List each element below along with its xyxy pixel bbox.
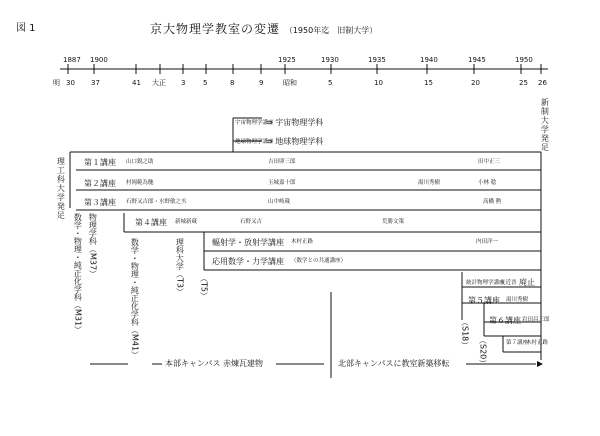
professor-name: 小林 稔 xyxy=(478,180,497,186)
era-tick: 20 xyxy=(471,79,480,87)
year-1940: 1940 xyxy=(420,56,438,64)
era-tick: 15 xyxy=(424,79,433,87)
kotai-label: 統計物理学講座 xyxy=(466,280,505,286)
rika-t3-label: 理科大学（T3） xyxy=(175,238,185,296)
era-tick: 5 xyxy=(328,79,333,87)
suugaku-m31-label: 数学・物理・純正化学科（M31） xyxy=(73,213,83,335)
uchu-kouza-label: 宇宙物理学講座 xyxy=(235,120,274,126)
ouyou-note: （数学との共通講座） xyxy=(291,258,347,264)
professor-name: 高橋 勲 xyxy=(483,199,502,205)
professor-name: 荒勝文策 xyxy=(382,219,405,225)
era-meiji: 明 xyxy=(53,79,60,87)
era-tick: 30 xyxy=(66,79,75,87)
professor-name: 木村正路 xyxy=(526,340,549,346)
era-tick: 大正 xyxy=(152,79,166,87)
uchu-dept-label: ⇒ 宇宙物理学科 xyxy=(266,118,324,127)
professor-name: 内田洋一 xyxy=(476,239,499,245)
year-1945: 1945 xyxy=(468,56,486,64)
era-tick: 41 xyxy=(132,79,141,87)
professor-name: 木村正路 xyxy=(291,239,314,245)
year-1925: 1925 xyxy=(278,56,296,64)
era-tick: 9 xyxy=(259,79,264,87)
title-note: （1950年迄 旧制大学） xyxy=(284,26,378,35)
kouza1-label: 第１講座 xyxy=(84,158,116,167)
ouyou-label: 応用数学・力学講座 xyxy=(212,257,284,266)
year-1930: 1930 xyxy=(321,56,339,64)
shinsei-label: 新制大学発足 xyxy=(540,98,550,152)
kouza7-label: 第７講座 xyxy=(506,340,529,346)
professor-name: 石野又吉郎・水野敏之丞 xyxy=(126,199,187,205)
year-1900: 1900 xyxy=(90,56,108,64)
t5-label: （T5） xyxy=(199,274,209,300)
chiku-dept-label: ⇒ 地球物理学科 xyxy=(266,137,324,146)
s20-label: （S20） xyxy=(478,336,488,368)
kouza3-label: 第３講座 xyxy=(84,198,116,207)
title-main: 京大物理学教室の変遷 xyxy=(150,22,281,36)
riko-label: 理工科大学発足 xyxy=(56,157,66,220)
professor-name: 岩田昌三郎 xyxy=(522,317,550,323)
professor-name: 石野又吉 xyxy=(240,219,263,225)
honbu-campus-label: 本部キャンパス 赤煉瓦建物 xyxy=(165,359,263,368)
year-1935: 1935 xyxy=(368,56,386,64)
professor-name: 田中正三 xyxy=(478,159,501,165)
year-1950: 1950 xyxy=(515,56,533,64)
era-tick: 10 xyxy=(374,79,383,87)
era-tick: 昭和 xyxy=(283,79,297,87)
kouza2-label: 第２講座 xyxy=(84,179,116,188)
hokubu-campus-label: 北部キャンパスに教室新築移転 xyxy=(338,359,450,368)
haishi-label: 廃止 xyxy=(519,278,535,287)
kouza4-label: 第４講座 xyxy=(135,218,167,227)
butsuri-m37-label: 物理学科（M37） xyxy=(88,213,98,279)
professor-name: 湯川秀樹 xyxy=(418,180,441,186)
professor-name: 山中岐蔵 xyxy=(268,199,291,205)
housha-label: 輻射学・放射学講座 xyxy=(212,238,284,247)
s18-label: （S18） xyxy=(460,318,470,350)
year-1887: 1887 xyxy=(63,56,81,64)
kouza5-label: 第５講座 xyxy=(468,296,500,305)
era-tick: 25 xyxy=(519,79,528,87)
era-tick: 37 xyxy=(91,79,100,87)
era-tick: 3 xyxy=(181,79,186,87)
professor-name: 友近晋 xyxy=(500,280,517,286)
suugaku-m41-label: 数学・物理・純正化学科（M41） xyxy=(130,238,140,360)
professor-name: 山口鋭之助 xyxy=(126,159,154,165)
professor-name: 新城新蔵 xyxy=(175,219,198,225)
era-tick: 26 xyxy=(538,79,547,87)
professor-name: 玉城嘉十郎 xyxy=(268,180,296,186)
era-tick: 8 xyxy=(230,79,235,87)
chiku-kouza-label: 地球物理学講座 xyxy=(235,139,274,145)
professor-name: 村岡範為馳 xyxy=(126,180,154,186)
kouza6-label: 第６講座 xyxy=(489,316,521,325)
professor-name: 湯川秀樹 xyxy=(506,297,529,303)
professor-name: 吉田卯三郎 xyxy=(268,159,296,165)
era-tick: 5 xyxy=(203,79,208,87)
figure-label: 図 1 xyxy=(16,23,36,34)
